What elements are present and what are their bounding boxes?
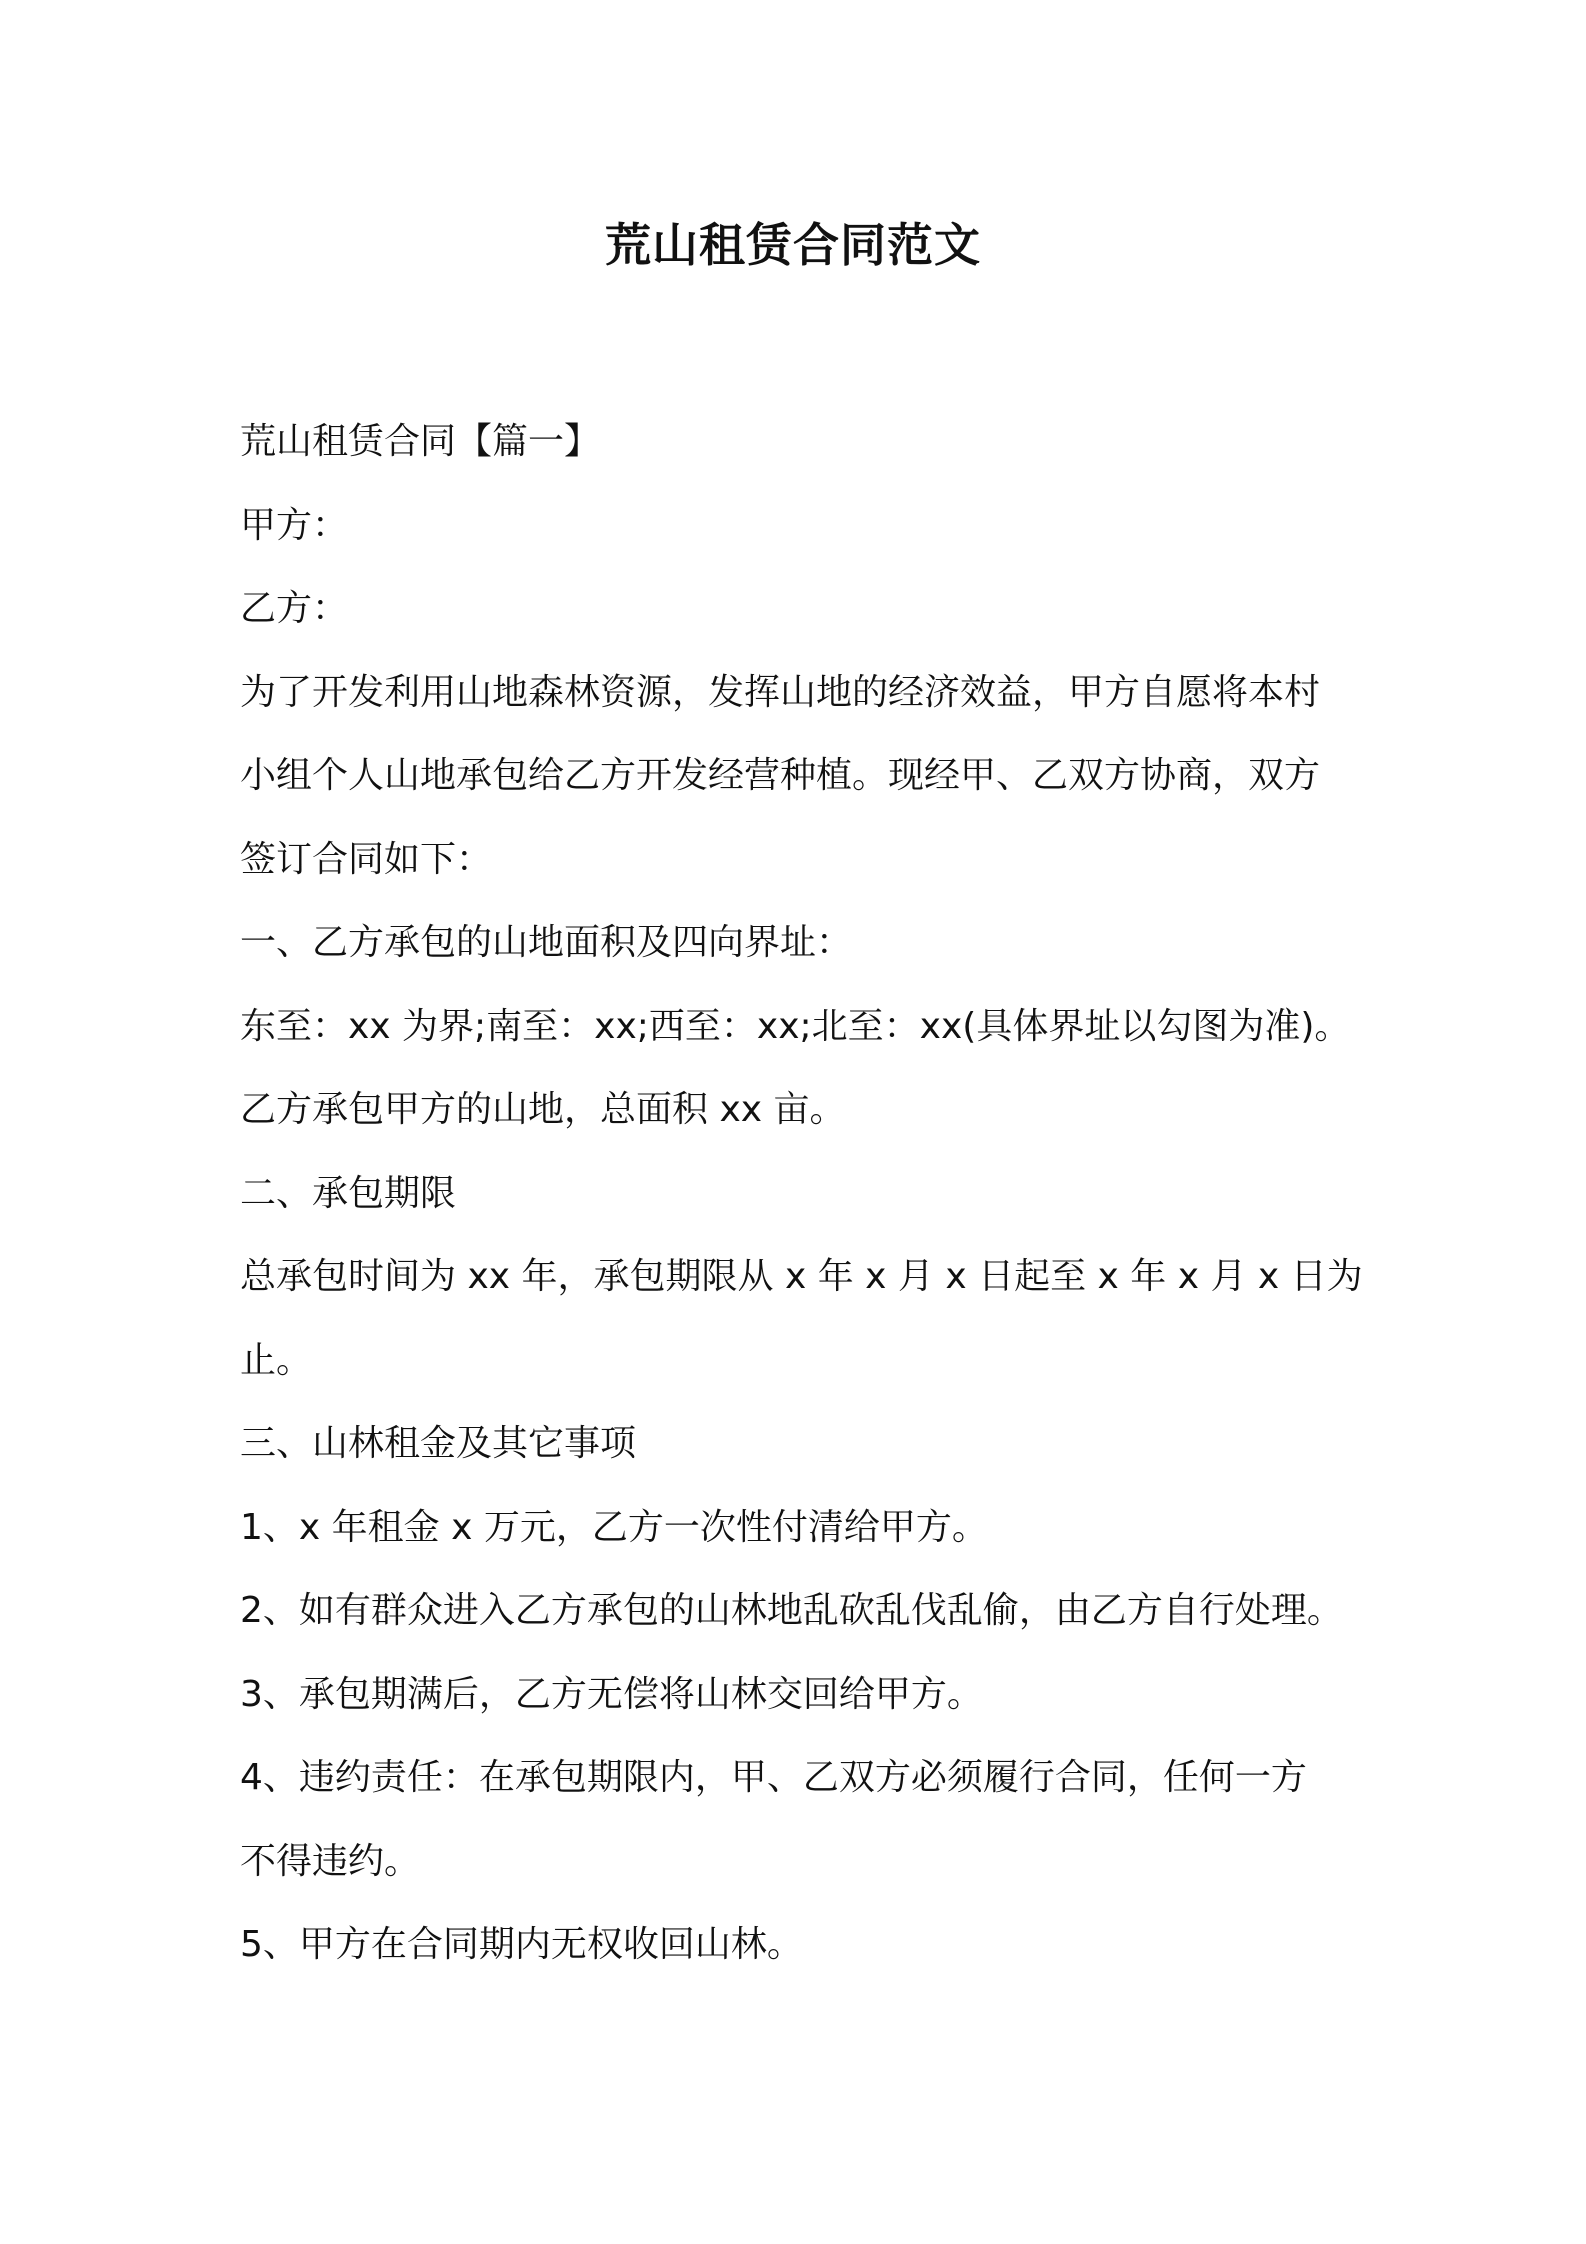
paragraph-line: 止。 [240, 1339, 313, 1381]
paragraph-line: 总承包时间为 xx 年，承包期限从 x 年 x 月 x 日起至 x 年 x 月 x 日为 [240, 1256, 1363, 1297]
paragraph-line: 东至：xx 为界;南至：xx;西至：xx;北至：xx(具体界址以勾图为准)。 [240, 1005, 1351, 1047]
document-body [240, 400, 1370, 1987]
clause-heading: 二、承包期限 [240, 1172, 457, 1214]
document-title: 荒山租赁合同范文 [605, 218, 981, 272]
list-item: 2、如有群众进入乙方承包的山林地乱砍乱伐乱偷，由乙方自行处理。 [240, 1590, 1343, 1631]
paragraph-line: 签订合同如下： [240, 838, 493, 880]
party-b-line: 乙方： [240, 588, 349, 629]
list-item: 3、承包期满后，乙方无偿将山林交回给甲方。 [240, 1673, 983, 1715]
clause-heading: 一、乙方承包的山地面积及四向界址： [240, 922, 853, 963]
list-item: 不得违约。 [240, 1840, 421, 1882]
clause-heading: 三、山林租金及其它事项 [240, 1423, 637, 1464]
party-a-line: 甲方： [240, 504, 349, 546]
list-item: 5、甲方在合同期内无权收回山林。 [240, 1924, 803, 1965]
paragraph-line: 乙方承包甲方的山地，总面积 xx 亩。 [240, 1089, 846, 1130]
paragraph-line: 为了开发利用山地森林资源，发挥山地的经济效益，甲方自愿将本村 [240, 671, 1321, 713]
list-item: 4、违约责任：在承包期限内，甲、乙双方必须履行合同，任何一方 [240, 1757, 1307, 1798]
section-heading: 荒山租赁合同【篇一】 [240, 421, 601, 462]
paragraph-line: 小组个人山地承包给乙方开发经营种植。现经甲、乙双方协商，双方 [240, 755, 1321, 796]
list-item: 1、x 年租金 x 万元，乙方一次性付清给甲方。 [240, 1506, 988, 1548]
